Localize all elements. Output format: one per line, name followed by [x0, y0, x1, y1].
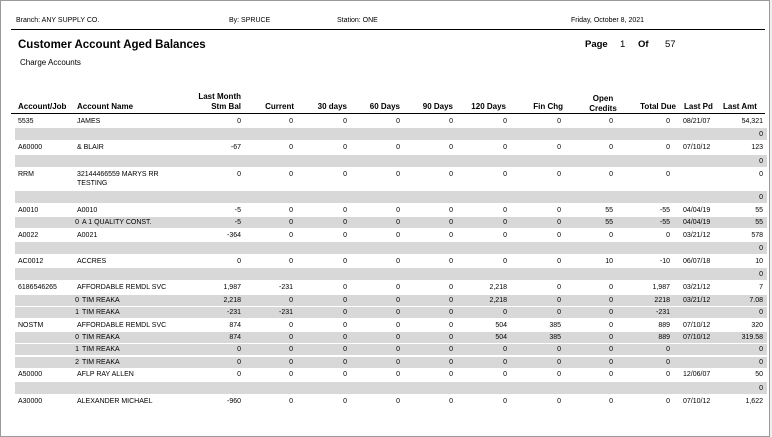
last-amt-cell: 50 [755, 371, 763, 379]
fin-chg-cell: 0 [557, 206, 561, 214]
fin-chg-cell: 0 [557, 371, 561, 379]
col-fin-chg: Fin Chg [533, 102, 563, 111]
total-due-cell: 889 [658, 321, 670, 329]
last-month-cell: -231 [226, 309, 241, 317]
fin-chg-cell: 0 [557, 346, 561, 354]
last-amt-cell: 0 [759, 193, 763, 201]
last-pd-cell: 03/21/12 [683, 231, 711, 239]
fin-chg-cell: 385 [549, 321, 561, 329]
open-credits-cell: 0 [609, 358, 613, 366]
last-pd-cell: 07/10/12 [683, 321, 711, 329]
col-last-pd: Last Pd [684, 102, 713, 111]
col-120-days: 120 Days [471, 102, 506, 111]
open-credits-cell: 0 [609, 170, 613, 178]
fin-chg-cell: 0 [557, 144, 561, 152]
col-open-credits: Open Credits [589, 94, 617, 113]
last-amt-cell: 1,622 [745, 397, 763, 405]
days-30-cell: 0 [343, 170, 347, 178]
row-shading [15, 242, 767, 254]
last-pd-cell: 08/21/07 [683, 118, 711, 125]
last-amt-cell: 7 [759, 284, 763, 292]
days-90-cell: 0 [449, 296, 453, 304]
current-cell: 0 [289, 321, 293, 329]
total-due-cell: 0 [666, 118, 670, 125]
last-amt-cell: 578 [751, 231, 763, 239]
days-30-cell: 0 [343, 219, 347, 227]
days-60-cell: 0 [396, 334, 400, 341]
account-cell: RRM [18, 170, 34, 178]
row-shading [15, 155, 767, 167]
account-name-cell: AFFORDABLE REMDL SVC [77, 321, 167, 329]
col-last-amt: Last Amt [723, 102, 757, 111]
days-30-cell: 0 [343, 231, 347, 239]
row-shading [15, 382, 767, 394]
days-120-cell: 0 [503, 144, 507, 152]
fin-chg-cell: 0 [557, 231, 561, 239]
account-name-cell: AFFORDABLE REMDL SVC [77, 284, 167, 292]
last-month-cell: 0 [237, 371, 241, 379]
last-amt-cell: 7.08 [749, 296, 763, 304]
last-amt-cell: 123 [751, 144, 763, 152]
last-month-cell: 874 [229, 334, 241, 341]
account-name-cell: JAMES [77, 118, 101, 125]
days-90-cell: 0 [449, 206, 453, 214]
days-30-cell: 0 [343, 296, 347, 304]
days-30-cell: 0 [343, 309, 347, 317]
account-name-cell: ALEXANDER MICHAEL [77, 397, 153, 405]
last-month-cell: 0 [237, 118, 241, 125]
last-month-cell: -960 [226, 397, 241, 405]
days-30-cell: 0 [343, 284, 347, 292]
days-60-cell: 0 [396, 284, 400, 292]
last-amt-cell: 10 [755, 258, 763, 265]
last-amt-cell: 0 [759, 245, 763, 252]
open-credits-cell: 0 [609, 334, 613, 341]
days-90-cell: 0 [449, 144, 453, 152]
last-amt-cell: 54,321 [741, 118, 763, 125]
days-60-cell: 0 [396, 321, 400, 329]
account-name-cell: TIM REAKA [82, 358, 120, 366]
days-120-cell: 0 [503, 371, 507, 379]
last-pd-cell: 07/10/12 [683, 397, 711, 405]
current-cell: 0 [289, 371, 293, 379]
fin-chg-cell: 0 [557, 219, 561, 227]
account-cell: 6186546265 [18, 284, 57, 292]
branch-label: Branch: ANY SUPPLY CO. [16, 17, 100, 24]
days-30-cell: 0 [343, 258, 347, 265]
last-month-cell: 0 [237, 358, 241, 366]
report-title: Customer Account Aged Balances [18, 39, 206, 51]
days-120-cell: 0 [503, 206, 507, 214]
days-60-cell: 0 [396, 358, 400, 366]
days-90-cell: 0 [449, 309, 453, 317]
total-due-cell: 0 [666, 358, 670, 366]
account-name-cell: 32144466559 MARYS RR [77, 170, 159, 178]
last-month-cell: 0 [237, 346, 241, 354]
last-amt-cell: 319.58 [741, 334, 763, 341]
days-120-cell: 0 [503, 219, 507, 227]
days-120-cell: 0 [503, 170, 507, 178]
account-name-cell: TIM REAKA [82, 334, 120, 341]
days-30-cell: 0 [343, 118, 347, 125]
days-90-cell: 0 [449, 397, 453, 405]
job-number-cell: 0 [75, 334, 79, 341]
account-cell: AC0012 [18, 258, 44, 265]
current-cell: 0 [289, 358, 293, 366]
last-amt-cell: 0 [759, 346, 763, 354]
days-60-cell: 0 [396, 296, 400, 304]
total-due-cell: -55 [659, 219, 670, 227]
days-90-cell: 0 [449, 358, 453, 366]
days-30-cell: 0 [343, 371, 347, 379]
fin-chg-cell: 0 [557, 118, 561, 125]
days-90-cell: 0 [449, 284, 453, 292]
user-label: By: SPRUCE [229, 17, 271, 24]
days-30-cell: 0 [343, 334, 347, 341]
days-30-cell: 0 [343, 358, 347, 366]
account-name-cell: & BLAIR [77, 144, 104, 152]
last-pd-cell: 06/07/18 [683, 258, 711, 265]
days-120-cell: 2,218 [489, 284, 507, 292]
page-total: 57 [665, 39, 676, 50]
col-30-days: 30 days [317, 102, 347, 111]
last-pd-cell: 04/04/19 [683, 219, 711, 227]
last-month-cell: -5 [234, 206, 241, 214]
total-due-cell: -55 [659, 206, 670, 214]
fin-chg-cell: 0 [557, 258, 561, 265]
days-120-cell: 0 [503, 309, 507, 317]
row-shading [15, 128, 767, 140]
account-cell: A50000 [18, 371, 43, 379]
last-amt-cell: 0 [759, 271, 763, 279]
row-shading [15, 191, 767, 203]
current-cell: -231 [278, 309, 293, 317]
total-due-cell: 0 [666, 170, 670, 178]
account-cell: 5535 [18, 118, 34, 125]
days-90-cell: 0 [449, 334, 453, 341]
account-cell: A30000 [18, 397, 43, 405]
current-cell: 0 [289, 296, 293, 304]
col-60-days: 60 Days [369, 102, 400, 111]
last-pd-cell: 07/10/12 [683, 334, 711, 341]
account-name-cell: A0021 [77, 231, 98, 239]
account-cell: NOSTM [18, 321, 44, 329]
account-name-cell: TIM REAKA [82, 309, 120, 317]
last-pd-cell: 12/06/07 [683, 371, 711, 379]
last-pd-cell: 04/04/19 [683, 206, 711, 214]
days-30-cell: 0 [343, 206, 347, 214]
open-credits-cell: 55 [605, 219, 613, 227]
job-number-cell: 0 [75, 219, 79, 227]
days-120-cell: 2,218 [489, 296, 507, 304]
last-month-cell: 0 [237, 170, 241, 178]
open-credits-cell: 55 [605, 206, 613, 214]
days-120-cell: 0 [503, 231, 507, 239]
days-90-cell: 0 [449, 219, 453, 227]
last-amt-cell: 55 [755, 206, 763, 214]
page-label: Page [585, 39, 608, 50]
current-cell: -231 [278, 284, 293, 292]
days-60-cell: 0 [396, 371, 400, 379]
total-due-cell: 0 [666, 346, 670, 354]
last-amt-cell: 0 [759, 384, 763, 392]
col-total-due: Total Due [640, 102, 676, 111]
days-60-cell: 0 [396, 346, 400, 354]
last-month-cell: 874 [229, 321, 241, 329]
last-amt-cell: 0 [759, 131, 763, 139]
job-number-cell: 2 [75, 358, 79, 366]
total-due-cell: 0 [666, 397, 670, 405]
fin-chg-cell: 0 [557, 284, 561, 292]
fin-chg-cell: 0 [557, 358, 561, 366]
days-90-cell: 0 [449, 231, 453, 239]
open-credits-cell: 0 [609, 296, 613, 304]
account-name-cell: TESTING [77, 179, 108, 187]
last-month-cell: -67 [230, 144, 241, 152]
total-due-cell: 889 [658, 334, 670, 341]
days-30-cell: 0 [343, 346, 347, 354]
col-account-name: Account Name [77, 102, 134, 111]
days-60-cell: 0 [396, 309, 400, 317]
fin-chg-cell: 0 [557, 170, 561, 178]
account-cell: A0022 [18, 231, 39, 239]
col-account: Account/Job [18, 102, 67, 111]
open-credits-cell: 0 [609, 397, 613, 405]
col-90-days: 90 Days [422, 102, 453, 111]
account-name-cell: A 1 QUALITY CONST. [82, 219, 152, 227]
days-120-cell: 0 [503, 397, 507, 405]
days-120-cell: 0 [503, 118, 507, 125]
open-credits-cell: 10 [605, 258, 613, 265]
open-credits-cell: 0 [609, 284, 613, 292]
open-credits-cell: 0 [609, 371, 613, 379]
days-90-cell: 0 [449, 258, 453, 265]
last-month-cell: 0 [237, 258, 241, 265]
days-60-cell: 0 [396, 118, 400, 125]
total-due-cell: -231 [655, 309, 670, 317]
current-cell: 0 [289, 206, 293, 214]
current-cell: 0 [289, 118, 293, 125]
days-30-cell: 0 [343, 321, 347, 329]
current-cell: 0 [289, 397, 293, 405]
page-number: 1 [620, 39, 626, 50]
current-cell: 0 [289, 219, 293, 227]
days-60-cell: 0 [396, 397, 400, 405]
days-60-cell: 0 [396, 144, 400, 152]
last-month-cell: 1,987 [223, 284, 241, 292]
account-name-cell: ACCRES [77, 258, 107, 265]
last-amt-cell: 320 [751, 321, 763, 329]
total-due-cell: -10 [659, 258, 670, 265]
last-pd-cell: 07/10/12 [683, 144, 711, 152]
current-cell: 0 [289, 334, 293, 341]
last-pd-cell: 03/21/12 [683, 296, 711, 304]
days-120-cell: 0 [503, 346, 507, 354]
account-cell: A0010 [18, 206, 39, 214]
total-due-cell: 0 [666, 144, 670, 152]
current-cell: 0 [289, 231, 293, 239]
report-date: Friday, October 8, 2021 [571, 17, 645, 24]
of-label: Of [638, 39, 649, 50]
col-last-month: Last Month Stm Bal [198, 92, 241, 111]
fin-chg-cell: 0 [557, 296, 561, 304]
last-month-cell: -5 [234, 219, 241, 227]
days-90-cell: 0 [449, 118, 453, 125]
fin-chg-cell: 385 [549, 334, 561, 341]
account-name-cell: TIM REAKA [82, 296, 120, 304]
last-month-cell: 2,218 [223, 296, 241, 304]
last-amt-cell: 0 [759, 170, 763, 178]
days-90-cell: 0 [449, 170, 453, 178]
current-cell: 0 [289, 144, 293, 152]
days-30-cell: 0 [343, 144, 347, 152]
last-amt-cell: 55 [755, 219, 763, 227]
total-due-cell: 1,987 [652, 284, 670, 292]
total-due-cell: 0 [666, 371, 670, 379]
open-credits-cell: 0 [609, 321, 613, 329]
last-amt-cell: 0 [759, 157, 763, 165]
job-number-cell: 1 [75, 309, 79, 317]
last-pd-cell: 03/21/12 [683, 284, 711, 292]
job-number-cell: 0 [75, 296, 79, 304]
account-name-cell: AFLP RAY ALLEN [77, 371, 134, 379]
open-credits-cell: 0 [609, 346, 613, 354]
report-subtitle: Charge Accounts [20, 58, 81, 67]
account-cell: A60000 [18, 144, 43, 152]
total-due-cell: 0 [666, 231, 670, 239]
days-120-cell: 0 [503, 258, 507, 265]
last-amt-cell: 0 [759, 358, 763, 366]
job-number-cell: 1 [75, 346, 79, 354]
days-60-cell: 0 [396, 258, 400, 265]
open-credits-cell: 0 [609, 118, 613, 125]
fin-chg-cell: 0 [557, 397, 561, 405]
open-credits-cell: 0 [609, 231, 613, 239]
account-name-cell: TIM REAKA [82, 346, 120, 354]
current-cell: 0 [289, 346, 293, 354]
fin-chg-cell: 0 [557, 309, 561, 317]
days-60-cell: 0 [396, 206, 400, 214]
days-60-cell: 0 [396, 219, 400, 227]
days-120-cell: 504 [495, 321, 507, 329]
days-90-cell: 0 [449, 321, 453, 329]
days-60-cell: 0 [396, 170, 400, 178]
days-120-cell: 504 [495, 334, 507, 341]
days-60-cell: 0 [396, 231, 400, 239]
aged-balances-table [1, 1, 770, 437]
last-amt-cell: 0 [759, 309, 763, 317]
current-cell: 0 [289, 170, 293, 178]
open-credits-cell: 0 [609, 309, 613, 317]
days-120-cell: 0 [503, 358, 507, 366]
current-cell: 0 [289, 258, 293, 265]
col-current: Current [265, 102, 294, 111]
row-shading [15, 268, 767, 280]
days-90-cell: 0 [449, 346, 453, 354]
account-name-cell: A0010 [77, 206, 98, 214]
days-30-cell: 0 [343, 397, 347, 405]
days-90-cell: 0 [449, 371, 453, 379]
open-credits-cell: 0 [609, 144, 613, 152]
total-due-cell: 2218 [654, 296, 670, 304]
last-month-cell: -364 [226, 231, 241, 239]
station-label: Station: ONE [337, 17, 378, 24]
